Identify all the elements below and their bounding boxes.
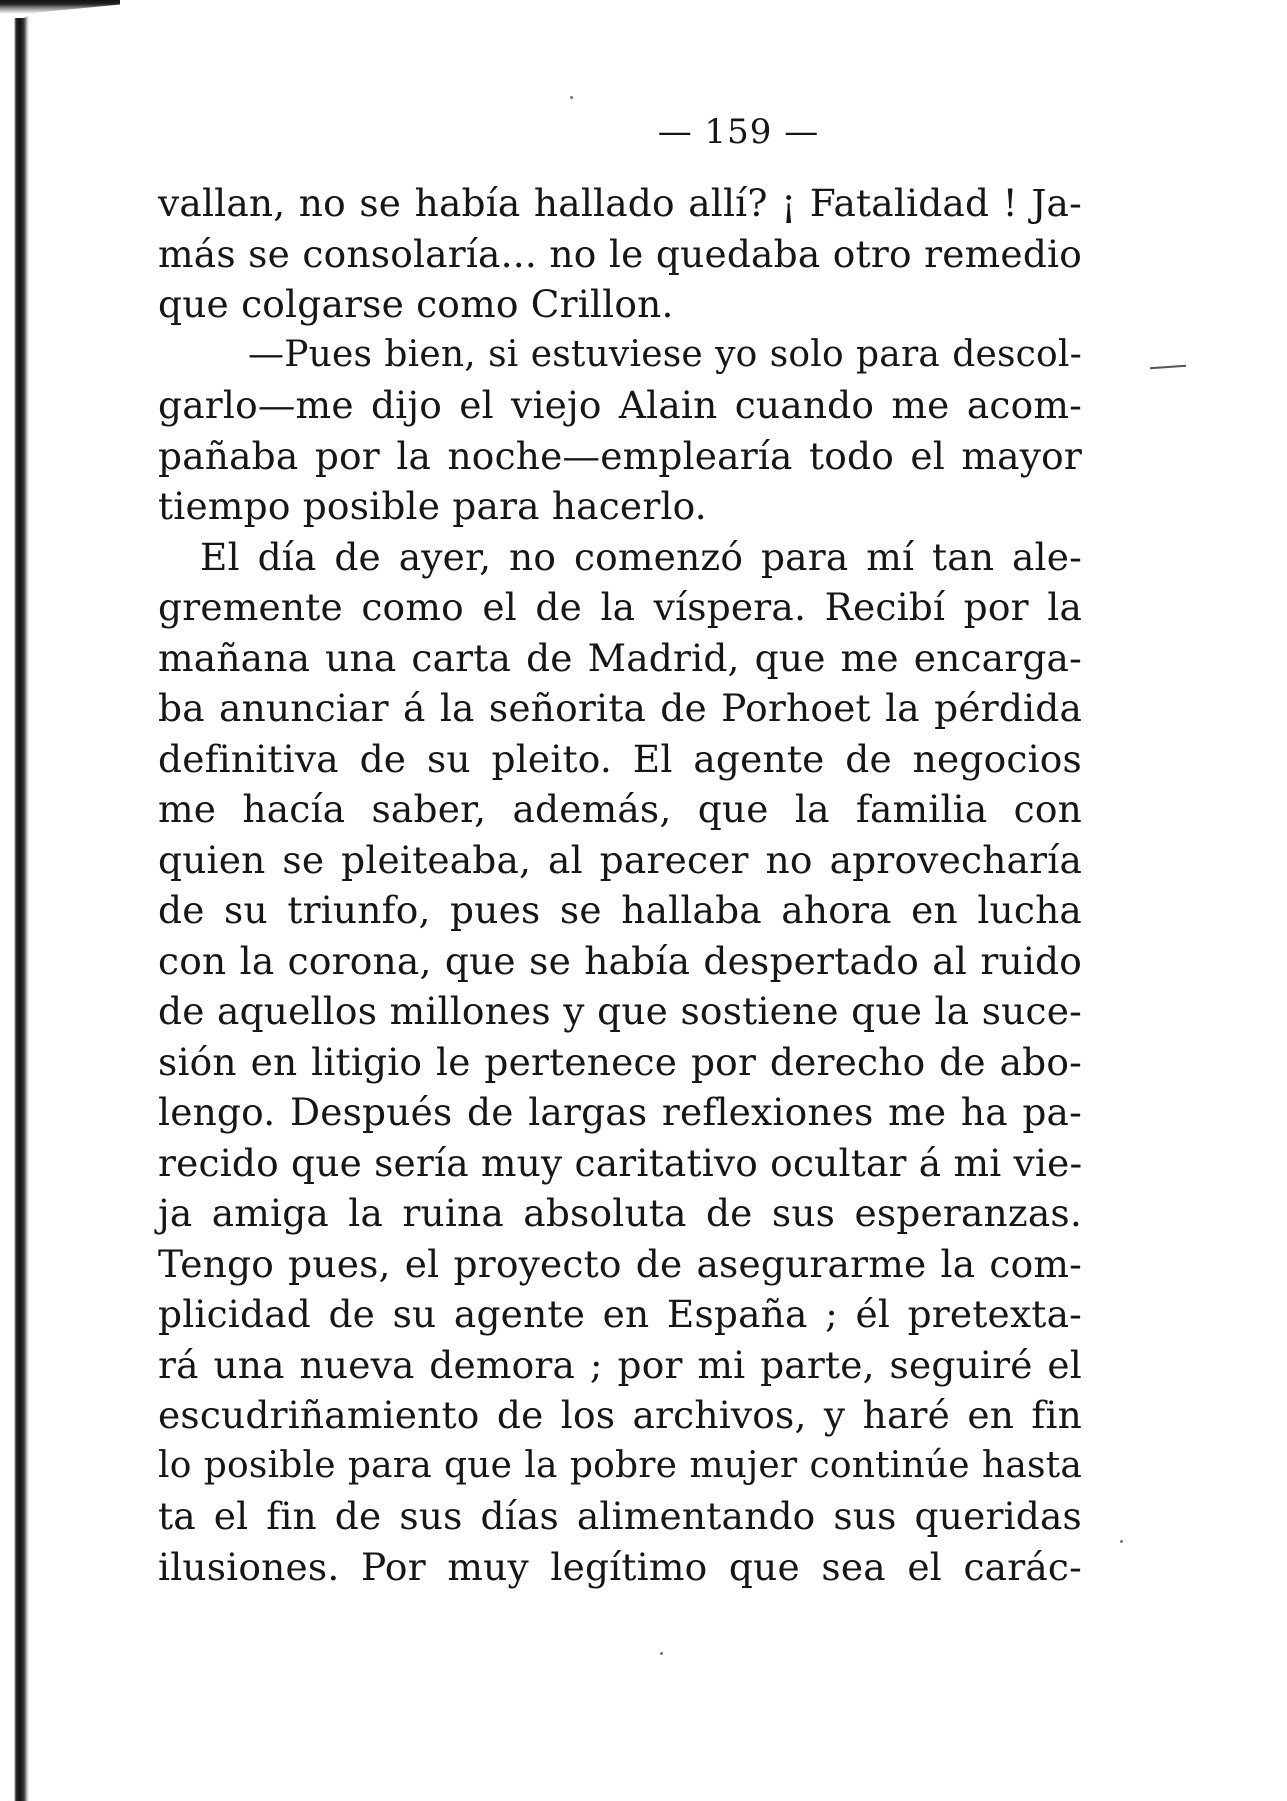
text-line: lengo. Después de largas reflexiones me ha pa- (158, 1090, 1082, 1134)
text-line: recido que sería muy caritativo ocultar á mi vie- (158, 1140, 1083, 1185)
text-line: El día de ayer, no comenzó para mí tan ale- (200, 534, 1082, 579)
text-line: pañaba por la noche—emplearía todo el mayor (158, 433, 1082, 478)
margin-mark (1150, 365, 1186, 370)
binding-gutter (0, 0, 30, 1801)
page-number: — 159 — (657, 112, 820, 152)
text-line: mañana una carta de Madrid, que me encarga- (158, 635, 1082, 680)
text-line: más se consolaría... no le quedaba otro remedio (158, 231, 1082, 276)
text-line: rá una nueva demora ; por mi parte, seguiré el (158, 1342, 1082, 1387)
text-line: —Pues bien, si estuviese yo solo para descol- (248, 333, 1082, 375)
text-line: con la corona, que se había despertado al ruido (158, 938, 1082, 983)
text-line: ilusiones. Por muy legítimo que sea el carác- (158, 1544, 1082, 1589)
text-line: ba anunciar á la señorita de Porhoet la pérdida (158, 686, 1082, 730)
text-line: gremente como el de la víspera. Recibí por la (158, 585, 1082, 629)
text-line: ta el fin de sus días alimentando sus queridas (158, 1494, 1082, 1538)
text-line: Tengo pues, el proyecto de asegurarme la com- (158, 1241, 1082, 1286)
text-line: definitiva de su pleito. El agente de negocios (158, 736, 1082, 781)
text-line: de aquellos millones y que sostiene que la suce- (158, 989, 1082, 1033)
text-line: vallan, no se había hallado allí? ¡ Fatalidad ! Ja- (158, 181, 1082, 225)
text-line: lo posible para que la pobre mujer continúe hasta (158, 1444, 1082, 1486)
body-text (158, 178, 1082, 1592)
text-line: me hacía saber, además, que la familia con (158, 787, 1082, 831)
binding-corner (0, 0, 120, 18)
text-line: tiempo posible para hacerlo. (158, 484, 707, 528)
paper-speck (660, 1652, 663, 1655)
text-line: escudriñamiento de los archivos, y haré en fin (158, 1393, 1082, 1437)
paper-speck (1120, 1540, 1123, 1543)
text-line: plicidad de su agente en España ; él pretexta- (158, 1292, 1082, 1336)
text-line: que colgarse como Crillon. (158, 282, 674, 326)
text-line: de su triunfo, pues se hallaba ahora en lucha (158, 888, 1082, 932)
text-line: sión en litigio le pertenece por derecho de abo- (158, 1039, 1082, 1084)
text-line: ja amiga la ruina absoluta de sus esperanzas. (158, 1191, 1082, 1235)
text-line: garlo—me dijo el viejo Alain cuando me acom- (158, 383, 1082, 427)
text-line: quien se pleiteaba, al parecer no aprovecharía (158, 837, 1082, 882)
page-number-header (0, 112, 1287, 152)
paper-speck (570, 96, 573, 99)
